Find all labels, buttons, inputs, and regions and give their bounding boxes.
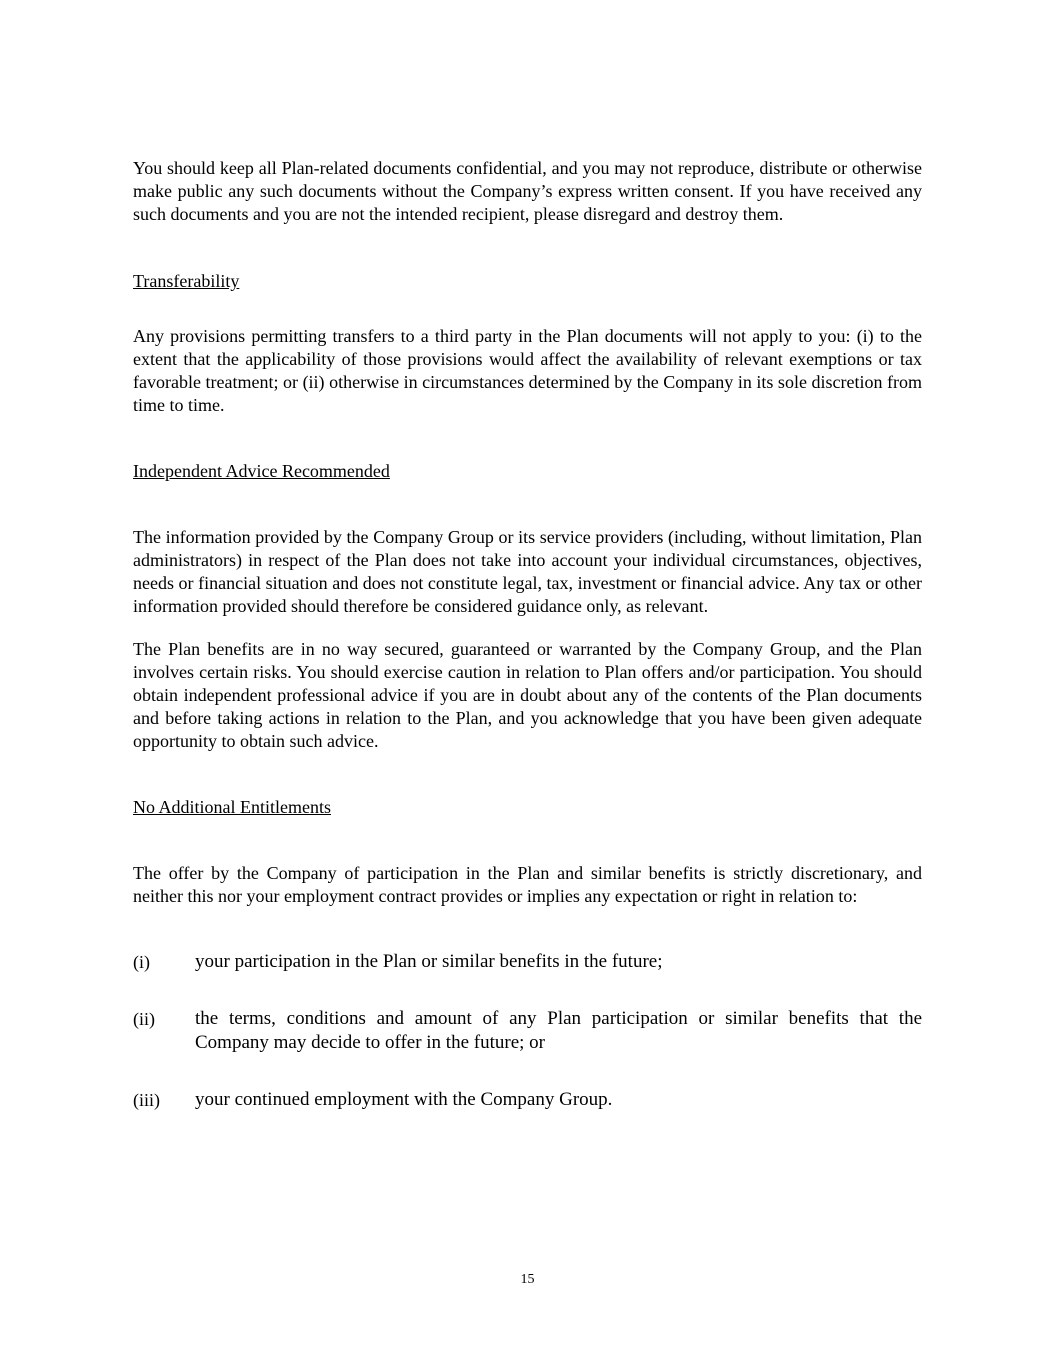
- transferability-heading: Transferability: [133, 271, 240, 291]
- page-number: 15: [520, 1272, 535, 1287]
- list-item-marker: (ii): [133, 1009, 155, 1029]
- list-item-text: the terms, conditions and amount of any Plan participation or similar benefits that the Company may decide to offer in the future; or: [195, 1008, 922, 1053]
- list-item: [133, 1007, 922, 1055]
- list-item-marker: (i): [133, 952, 150, 972]
- list-item-marker: (iii): [133, 1090, 160, 1110]
- list-item: [133, 950, 922, 974]
- independent-advice-paragraph-2: The Plan benefits are in no way secured, guaranteed or warranted by the Company Group, and the Plan involves certain risks. You should exercise caution in relation to Plan offers and/or participation. You should obtain independent professional advice if you are in doubt about any of the contents of the Plan documents and before taking actions in relation to the Plan, and you acknowledge that you have been given adequate opportunity to obtain such advice.: [133, 639, 922, 751]
- transferability-paragraph: Any provisions permitting transfers to a third party in the Plan documents will not apply to you: (i) to the extent that the applicability of those provisions would affect the availability of relevant exemptions or tax favorable treatment; or (ii) otherwise in circumstances determined by the Company in its sole discretion from time to time.: [133, 326, 922, 415]
- list-item: [133, 1088, 922, 1112]
- independent-advice-heading: Independent Advice Recommended: [133, 461, 390, 481]
- list-item-text: your participation in the Plan or similar benefits in the future;: [195, 951, 663, 972]
- confidentiality-paragraph: You should keep all Plan-related documents confidential, and you may not reproduce, distribute or otherwise make public any such documents without the Company’s express written consent. If you have received any such documents and you are not the intended recipient, please disregard and destroy them.: [133, 158, 922, 224]
- no-additional-entitlements-heading: No Additional Entitlements: [133, 797, 331, 817]
- list-item-text: your continued employment with the Company Group.: [195, 1089, 613, 1110]
- no-additional-entitlements-paragraph: The offer by the Company of participation in the Plan and similar benefits is strictly discretionary, and neither this nor your employment contract provides or implies any expectation or right in relation to:: [133, 863, 922, 906]
- document-page: [133, 157, 922, 1112]
- independent-advice-paragraph-1: The information provided by the Company Group or its service providers (including, without limitation, Plan administrators) in respect of the Plan does not take into account your individual circumstances, objectives, needs or financial situation and does not constitute legal, tax, investment or financial advice. Any tax or other information provided should therefore be considered guidance only, as relevant.: [133, 527, 922, 616]
